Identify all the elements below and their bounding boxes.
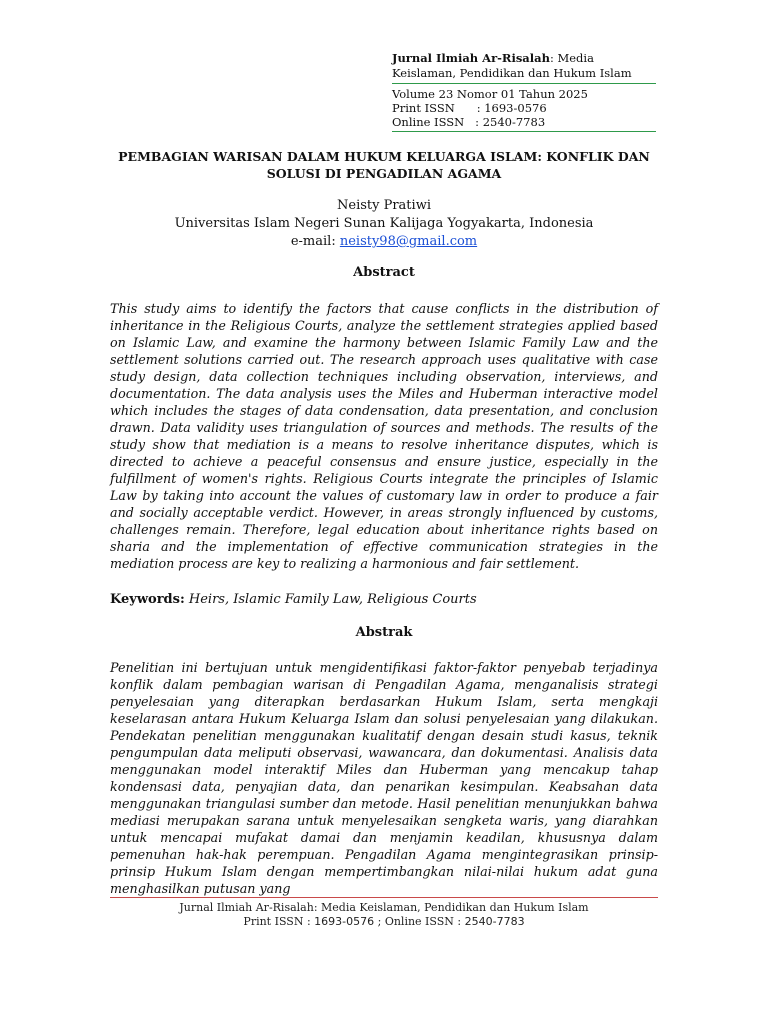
header-rule-top bbox=[392, 83, 656, 84]
article-title: PEMBAGIAN WARISAN DALAM HUKUM KELUARGA ISLAM: KONFLIK DAN SOLUSI DI PENGADILAN AGAMA bbox=[118, 149, 650, 181]
volume-info: Volume 23 Nomor 01 Tahun 2025 bbox=[392, 87, 588, 101]
abstract-text: This study aims to identify the factors that cause conflicts in the distribution of inheritance in the Religious Courts, analyze the settlement strategies applied based on Islamic Law, and examine the harmony between Islamic Family Law and the settlement solutions carried out. The research approach uses qualitative with case study design, data collection techniques including observation, interviews, and documentation. The data analysis uses the Miles and Huberman interactive model which includes the stages of data condensation, data presentation, and conclusion drawn. Data validity uses triangulation of sources and methods. The results of the study show that mediation is a means to resolve inheritance disputes, which is directed to achieve a peaceful consensus and ensure justice, especially in the fulfillment of women's rights. Religious Courts integrate the principles of Islamic Law by taking into account the values of customary law in order to produce a fair and socially acceptable verdict. However, in areas strongly influenced by customs, challenges remain. Therefore, legal education about inheritance rights based on sharia and the implementation of effective communication strategies in the mediation process are key to realizing a harmonious and fair settlement. bbox=[110, 301, 658, 571]
print-issn: Print ISSN : 1693-0576 bbox=[392, 101, 547, 115]
author-email-line bbox=[110, 233, 658, 251]
keywords-line bbox=[110, 591, 658, 608]
abstract-heading: Abstract bbox=[353, 265, 415, 280]
header-rule-bottom bbox=[392, 131, 656, 132]
footer-rule bbox=[110, 897, 658, 898]
footer-print-label: Print ISSN : bbox=[243, 915, 315, 928]
journal-header bbox=[392, 51, 656, 135]
author-block bbox=[110, 197, 658, 251]
abstrak-heading: Abstrak bbox=[355, 625, 413, 640]
journal-title bbox=[392, 51, 656, 81]
abstrak-text: Penelitian ini bertujuan untuk mengidentifikasi faktor-faktor penyebab terjadinya konflik dalam pembagian warisan di Pengadilan Agama, menganalisis strategi penyelesaian yang diterapkan berdasarkan Hukum Islam, serta mengkaji keselarasan antara Hukum Keluarga Islam dan solusi penyelesaian yang dilakukan. Pendekatan penelitian menggunakan kualitatif dengan desain studi kasus, teknik pengumpulan data meliputi observasi, wawancara, dan dokumentasi. Analisis data menggunakan model interaktif Miles dan Huberman yang mencakup tahap kondensasi data, penyajian data, dan penarikan kesimpulan. Keabsahan data menggunakan triangulasi sumber dan metode. Hasil penelitian menunjukkan bahwa mediasi merupakan sarana untuk menyelesaikan sengketa waris, yang diarahkan untuk mencapai mufakat damai dan menjamin keadilan, khususnya dalam pemenuhan hak-hak perempuan. Pengadilan Agama mengintegrasikan prinsip-prinsip Hukum Islam dengan mempertimbangkan nilai-nilai hukum adat guna menghasilkan putusan yang bbox=[110, 660, 658, 896]
author-affiliation: Universitas Islam Negeri Sunan Kalijaga Yogyakarta, Indonesia bbox=[174, 216, 594, 231]
page-footer bbox=[110, 901, 658, 929]
footer-online-issn: 2540-7783 bbox=[464, 915, 525, 928]
footer-print-issn: 1693-0576 bbox=[314, 915, 375, 928]
journal-name: Jurnal Ilmiah Ar-Risalah bbox=[392, 51, 550, 65]
journal-subtitle: : Media Keislaman, Pendidikan dan Hukum Islam bbox=[392, 51, 632, 80]
email-label: e-mail: bbox=[290, 234, 340, 249]
footer-journal: Jurnal Ilmiah Ar-Risalah: Media Keislaman, Pendidikan dan Hukum Islam bbox=[179, 901, 589, 914]
footer-issn bbox=[110, 915, 658, 929]
keywords-label: Keywords: bbox=[110, 592, 185, 607]
online-issn: Online ISSN : 2540-7783 bbox=[392, 115, 546, 129]
footer-separator: ; Online ISSN : bbox=[374, 915, 465, 928]
keywords-text: Heirs, Islamic Family Law, Religious Courts bbox=[184, 592, 477, 607]
email-link[interactable]: neisty98@gmail.com bbox=[339, 234, 478, 249]
author-name: Neisty Pratiwi bbox=[337, 198, 431, 213]
